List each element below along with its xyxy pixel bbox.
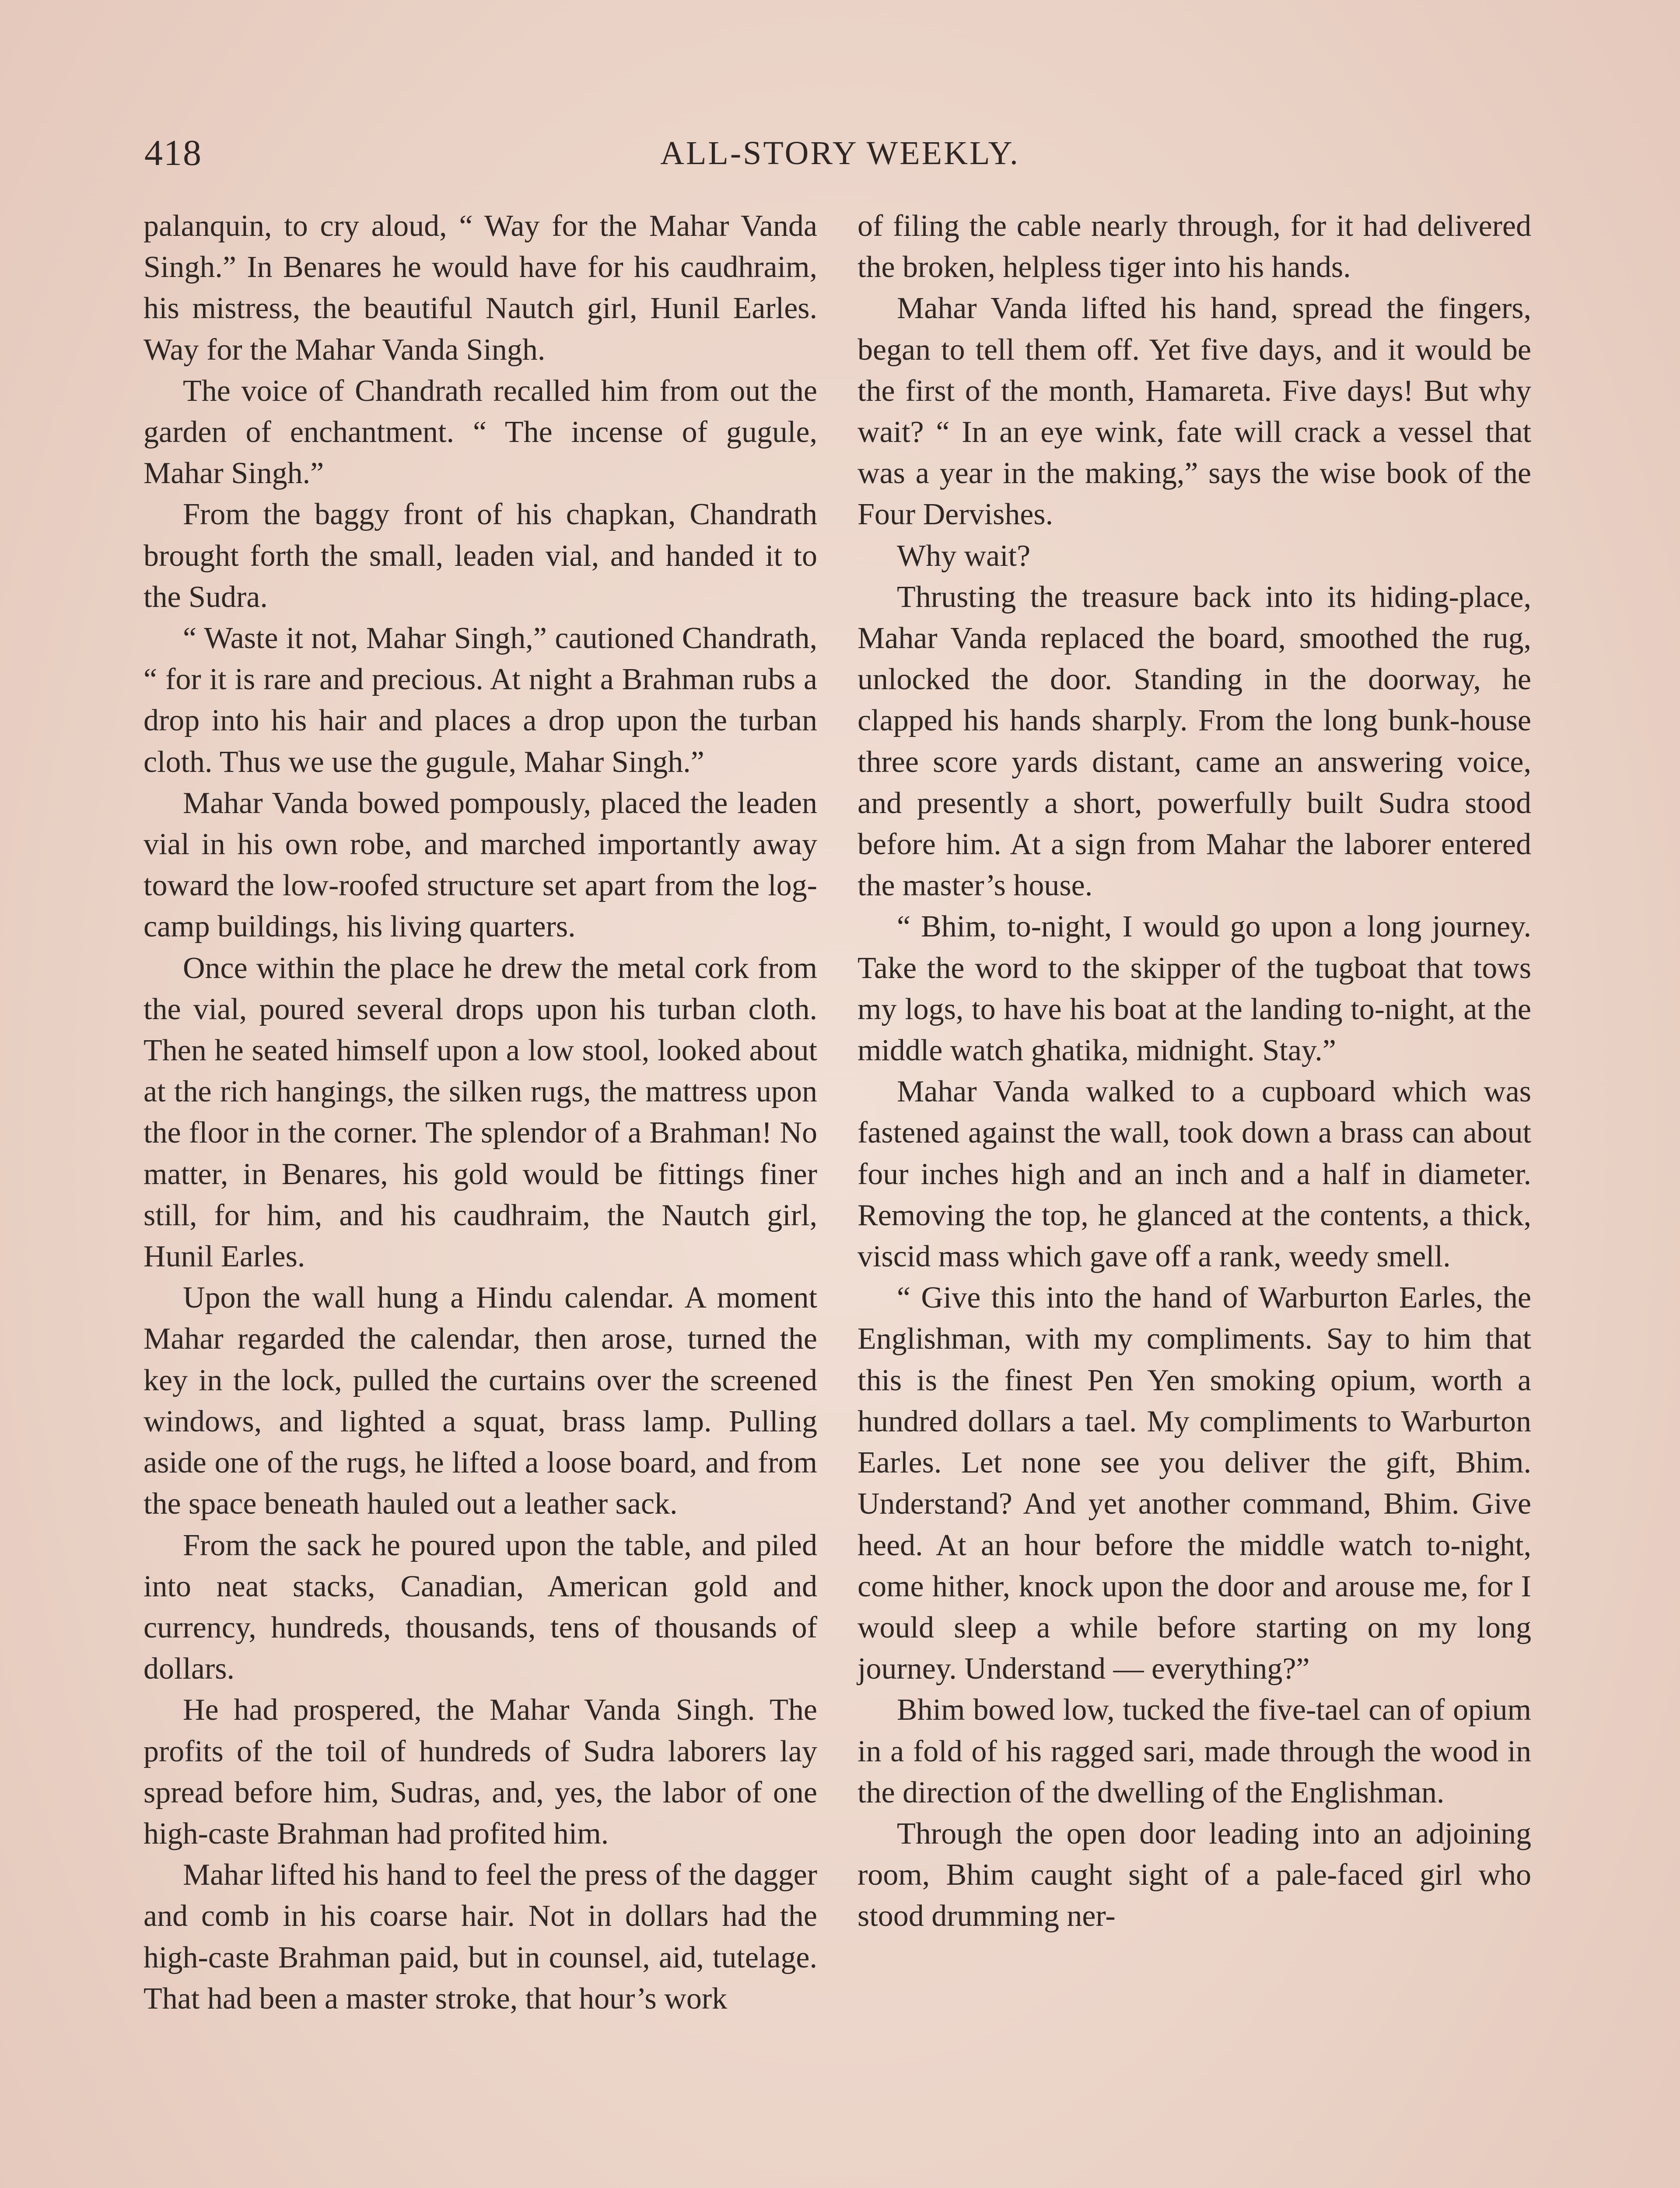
paragraph: Upon the wall hung a Hindu calendar. A moment Mahar regarded the calendar, then arose, turned the key in the lock, pulled the curtains over the screened windows, and lighted a squat, brass lamp. Pulling aside one of the rugs, he lifted a loose board, and from the space beneath hauled out a leather sack. (144, 1281, 817, 1521)
paragraph: Once within the place he drew the metal cork from the vial, poured several drops upon his turban cloth. Then he seated himself upon a low stool, looked about at the rich hangings, the silken rugs, the mattress upon the floor in the corner. The splendor of a Brahman! No matter, in Benares, his gold would be fittings finer still, for him, and his caudhraim, the Nautch girl, Hunil Earles. (144, 951, 817, 1274)
paragraph: Bhim bowed low, tucked the five-tael can of opium in a fold of his ragged sari, made through the wood in the direction of the dwelling of the Englishman. (858, 1693, 1531, 1809)
paragraph: Through the open door leading into an adjoining room, Bhim caught sight of a pale-faced girl who stood drumming ner- (858, 1816, 1531, 1933)
left-column (144, 206, 817, 2020)
page-number: 418 (144, 133, 202, 173)
paragraph: Why wait? (897, 539, 1031, 573)
page-header (144, 127, 1536, 179)
paragraph: “ Bhim, to-night, I would go upon a long journey. Take the word to the skipper of the tugboat that tows my logs, to have his boat at the landing to-night, at the middle watch ghatika, midnight. Stay.” (858, 910, 1531, 1068)
paragraph: of filing the cable nearly through, for it had delivered the broken, helpless tiger into his hands. (858, 209, 1531, 284)
paragraph: Thrusting the treasure back into its hiding-place, Mahar Vanda replaced the board, smoothed the rug, unlocked the door. Standing in the doorway, he clapped his hands sharply. From the long bunk-house three score yards distant, came an answering voice, and presently a short, powerfully built Sudra stood before him. At a sign from Mahar the laborer entered the master’s house. (858, 580, 1531, 903)
paragraph: Mahar Vanda walked to a cupboard which was fastened against the wall, took down a brass can about four inches high and an inch and a half in diameter. Removing the top, he glanced at the contents, a thick, viscid mass which gave off a rank, weedy smell. (858, 1075, 1531, 1274)
paragraph: The voice of Chandrath recalled him from out the garden of enchantment. “ The incense of gugule, Mahar Singh.” (144, 374, 817, 491)
paragraph: Mahar Vanda bowed pompously, placed the leaden vial in his own robe, and marched importantly away toward the low-roofed structure set apart from the log-camp buildings, his living quarters. (144, 786, 817, 944)
paragraph: He had prospered, the Mahar Vanda Singh. The profits of the toil of hundreds of Sudra laborers lay spread before him, Sudras, and, yes, the labor of one high-caste Brahman had profited him. (144, 1693, 817, 1851)
paragraph: Mahar Vanda lifted his hand, spread the fingers, began to tell them off. Yet five days, and it would be the first of the month, Hamareta. Five days! But why wait? “ In an eye wink, fate will crack a vessel that was a year in the making,” says the wise book of the Four Dervishes. (858, 291, 1531, 532)
paragraph: “ Give this into the hand of Warburton Earles, the Englishman, with my compliments. Say to him that this is the finest Pen Yen smoking opium, worth a hundred dollars a tael. My compliments to Warburton Earles. Let none see you deliver the gift, Bhim. Understand? And yet another command, Bhim. Give heed. At an hour before the middle watch to-night, come hither, knock upon the door and arouse me, for I would sleep a while before starting on my long journey. Understand — everything?” (858, 1281, 1531, 1686)
paragraph: palanquin, to cry aloud, “ Way for the Mahar Vanda Singh.” In Benares he would have for his caudhraim, his mistress, the beautiful Nautch girl, Hunil Earles. Way for the Mahar Vanda Singh. (144, 209, 817, 367)
paragraph: From the baggy front of his chapkan, Chandrath brought forth the small, leaden vial, and handed it to the Sudra. (144, 498, 817, 614)
right-column (858, 206, 1531, 1937)
paragraph: “ Waste it not, Mahar Singh,” cautioned Chandrath, “ for it is rare and precious. At night a Brahman rubs a drop into his hair and places a drop upon the turban cloth. Thus we use the gugule, Mahar Singh.” (144, 621, 817, 779)
running-title: ALL-STORY WEEKLY. (660, 135, 1020, 172)
paragraph: From the sack he poured upon the table, and piled into neat stacks, Canadian, American gold and currency, hundreds, thousands, tens of thousands of dollars. (144, 1528, 817, 1686)
paragraph: Mahar lifted his hand to feel the press of the dagger and comb in his coarse hair. Not in dollars had the high-caste Brahman paid, but in counsel, aid, tutelage. That had been a master stroke, that hour’s work (144, 1858, 817, 2016)
